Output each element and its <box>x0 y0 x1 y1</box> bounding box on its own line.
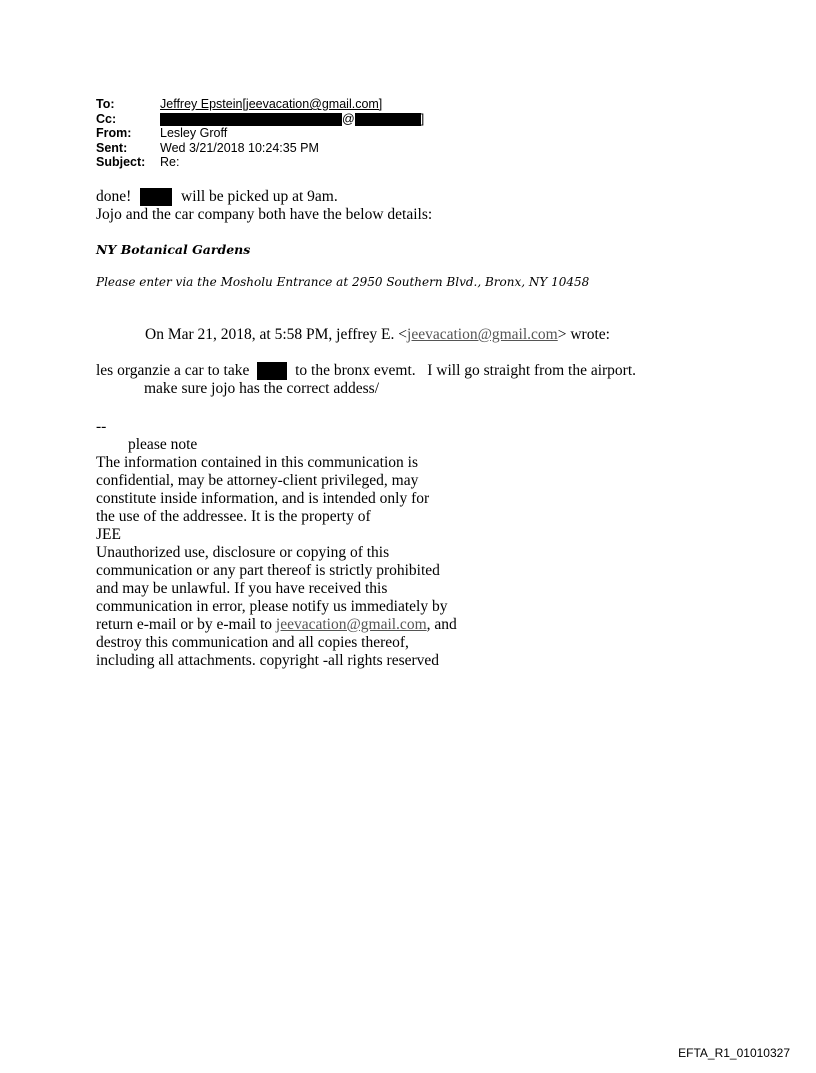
signature-dashes: -- <box>96 418 107 435</box>
quoted-intro-prefix: On Mar 21, 2018, at 5:58 PM, jeffrey E. < <box>145 326 408 343</box>
reply-done: done! <box>96 188 132 205</box>
disclaimer-line: including all attachments. copyright -all rights reserved <box>96 652 440 669</box>
return-suffix: , and <box>426 616 457 633</box>
reply-pickup: will be picked up at 9am. <box>181 188 338 205</box>
subject-row <box>96 155 424 170</box>
venue-entrance: Please enter via the Mosholu Entrance at 2950 Southern Blvd., Bronx, NY 10458 <box>96 275 590 289</box>
redaction-box <box>140 188 172 206</box>
document-id: EFTA_R1_01010327 <box>678 1046 790 1060</box>
cc-value <box>160 112 424 127</box>
redaction-box <box>160 113 342 126</box>
cc-label: Cc: <box>96 111 117 126</box>
quoted-msg-end: to the bronx evemt. I will go straight from the airport. <box>295 362 637 379</box>
return-prefix: return e-mail or by e-mail to <box>96 616 276 633</box>
from-value: Lesley Groff <box>160 126 228 140</box>
to-label: To: <box>96 97 115 111</box>
quoted-msg-start: les organzie a car to take <box>96 362 250 379</box>
signature-block <box>96 418 457 670</box>
disclaimer-return-line <box>96 616 457 634</box>
quoted-line-1 <box>96 362 636 380</box>
from-row <box>96 126 424 141</box>
to-row <box>96 97 424 112</box>
subject-value: Re: <box>160 155 180 169</box>
disclaimer-line: confidential, may be attorney-client privileged, may <box>96 472 419 489</box>
quoted-intro-suffix: > wrote: <box>557 326 610 343</box>
disclaimer-line: Unauthorized use, disclosure or copying of this <box>96 544 390 561</box>
to-address: Jeffrey Epstein[jeevacation@gmail.com] <box>160 97 383 111</box>
quoted-intro <box>145 326 610 344</box>
redaction-box <box>355 113 421 126</box>
disclaimer-line: destroy this communication and all copies thereof, <box>96 634 409 651</box>
reply-line-1 <box>96 188 432 206</box>
quoted-message <box>96 362 636 398</box>
cc-bracket: ] <box>420 111 425 126</box>
disclaimer-line: The information contained in this communication is <box>96 454 418 471</box>
sent-value: Wed 3/21/2018 10:24:35 PM <box>160 140 319 155</box>
cc-at-sign: @ <box>342 111 355 126</box>
quoted-email-link[interactable]: jeevacation@gmail.com <box>407 326 558 343</box>
sent-row <box>96 141 424 156</box>
disclaimer-line: communication or any part thereof is strictly prohibited <box>96 562 440 579</box>
to-value <box>160 97 382 112</box>
disclaimer-line: JEE <box>96 526 121 543</box>
disclaimer-line: the use of the addressee. It is the property of <box>96 508 371 525</box>
subject-label: Subject: <box>96 155 146 169</box>
disclaimer-line: communication in error, please notify us immediately by <box>96 598 448 615</box>
please-note: please note <box>128 436 198 453</box>
reply-body <box>96 188 432 224</box>
reply-line-2: Jojo and the car company both have the below details: <box>96 206 433 224</box>
redaction-box <box>257 362 287 380</box>
venue-name: NY Botanical Gardens <box>96 242 251 257</box>
cc-row <box>96 112 424 127</box>
from-label: From: <box>96 126 132 140</box>
email-header <box>96 97 424 170</box>
quoted-line-2: make sure jojo has the correct addess/ <box>144 380 379 398</box>
disclaimer-line: constitute inside information, and is intended only for <box>96 490 430 507</box>
return-email-link[interactable]: jeevacation@gmail.com <box>275 616 427 633</box>
sent-label: Sent: <box>96 140 128 155</box>
disclaimer-line: and may be unlawful. If you have received this <box>96 580 388 597</box>
